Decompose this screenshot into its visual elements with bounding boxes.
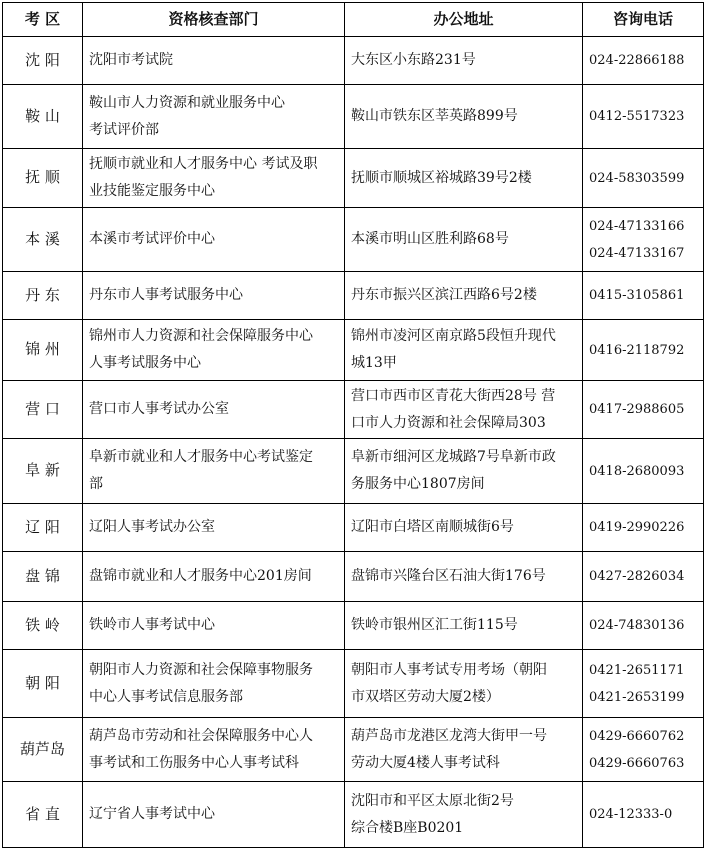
cell-dept-line: 部 [89, 476, 103, 492]
cell-dept-line: 铁岭市人事考试中心 [89, 617, 215, 633]
cell-area [3, 718, 83, 782]
cell-dept-line: 中心人事考试信息服务部 [89, 688, 243, 705]
cell-area [3, 602, 83, 650]
cell-phone [583, 650, 704, 718]
cell-area [3, 272, 83, 320]
cell-dept-line: 人事考试服务中心 [89, 355, 201, 371]
cell-dept [83, 37, 345, 85]
cell-address [345, 37, 583, 85]
cell-address [345, 552, 583, 602]
cell-address [345, 320, 583, 381]
cell-dept [83, 650, 345, 718]
cell-phone-line: 0415-3105861 [589, 288, 685, 303]
cell-phone-line: 0417-2988605 [589, 402, 685, 417]
cell-address-line: 抚顺市顺城区裕城路39号2楼 [351, 169, 532, 186]
area-label: 沈 阳 [25, 50, 60, 69]
table-row [3, 650, 704, 718]
cell-dept-line: 锦州市人力资源和社会保障服务中心 [89, 328, 313, 344]
area-label: 丹 东 [25, 285, 60, 304]
table-row [3, 272, 704, 320]
cell-phone-line: 0421-2651171 [589, 662, 685, 678]
header-area: 考 区 [3, 3, 83, 37]
cell-dept [83, 439, 345, 504]
cell-address-line: 辽阳市白塔区南顺城街6号 [351, 519, 514, 535]
cell-address-line: 盘锦市兴隆台区石油大街176号 [351, 568, 546, 584]
table-row [3, 381, 704, 439]
cell-phone [583, 552, 704, 602]
area-label: 鞍 山 [25, 106, 60, 125]
cell-area [3, 504, 83, 552]
cell-address [345, 272, 583, 320]
cell-dept-line: 葫芦岛市劳动和社会保障服务中心人 [89, 727, 313, 744]
cell-address-line: 阜新市细河区龙城路7号阜新市政 [351, 449, 556, 465]
cell-address [345, 85, 583, 149]
cell-address-line: 本溪市明山区胜利路68号 [351, 231, 509, 247]
cell-dept [83, 782, 345, 848]
cell-address-line: 营口市西市区青花大街西28号 营 [351, 387, 556, 404]
cell-phone-line: 0419-2990226 [589, 520, 685, 535]
area-label: 辽 阳 [25, 517, 60, 536]
cell-dept [83, 552, 345, 602]
cell-area [3, 149, 83, 208]
cell-address [345, 782, 583, 848]
cell-area [3, 37, 83, 85]
table-row [3, 718, 704, 782]
cell-dept-line: 丹东市人事考试服务中心 [89, 287, 243, 303]
cell-dept-line: 盘锦市就业和人才服务中心201房间 [89, 568, 312, 584]
cell-phone [583, 320, 704, 381]
cell-address [345, 602, 583, 650]
cell-phone-line: 024-47133166 [589, 218, 685, 234]
cell-phone [583, 85, 704, 149]
header-row [3, 3, 704, 37]
cell-phone [583, 381, 704, 439]
table-row [3, 439, 704, 504]
cell-dept-line: 考试评价部 [89, 121, 159, 138]
cell-phone-line: 0429-6660762 [589, 728, 685, 744]
cell-dept-line: 阜新市就业和人才服务中心考试鉴定 [89, 449, 313, 465]
cell-address [345, 504, 583, 552]
cell-phone [583, 782, 704, 848]
header-dept: 资格核查部门 [83, 3, 345, 37]
cell-dept-line: 本溪市考试评价中心 [89, 231, 215, 247]
cell-address [345, 381, 583, 439]
cell-address-line: 市双塔区劳动大厦2楼） [351, 688, 500, 705]
cell-phone-line: 024-58303599 [589, 170, 685, 186]
cell-address-line: 劳动大厦4楼人事考试科 [351, 754, 500, 771]
cell-dept [83, 272, 345, 320]
cell-address [345, 208, 583, 272]
area-label: 阜 新 [25, 461, 60, 479]
cell-dept-line: 营口市人事考试办公室 [89, 401, 229, 417]
cell-area [3, 439, 83, 504]
cell-address-line: 锦州市凌河区南京路5段恒升现代 [351, 328, 556, 344]
cell-area [3, 381, 83, 439]
cell-phone [583, 208, 704, 272]
cell-address-line: 丹东市振兴区滨江西路6号2楼 [351, 287, 537, 303]
cell-dept-line: 辽宁省人事考试中心 [89, 806, 215, 822]
cell-area [3, 552, 83, 602]
cell-dept [83, 602, 345, 650]
area-label: 锦 州 [25, 340, 60, 358]
table-row [3, 782, 704, 848]
table-body [3, 37, 704, 848]
cell-address-line: 城13甲 [351, 355, 397, 371]
cell-address [345, 149, 583, 208]
cell-area [3, 208, 83, 272]
cell-phone-line: 024-22866188 [589, 53, 685, 68]
cell-area [3, 85, 83, 149]
cell-address-line: 葫芦岛市龙港区龙湾大街甲一号 [351, 727, 547, 744]
cell-phone [583, 504, 704, 552]
area-label: 省 直 [25, 804, 60, 823]
cell-phone [583, 37, 704, 85]
cell-dept-line: 抚顺市就业和人才服务中心 考试及职 [89, 156, 318, 172]
table-row [3, 602, 704, 650]
cell-dept [83, 718, 345, 782]
cell-dept-line: 鞍山市人力资源和就业服务中心 [89, 94, 285, 111]
cell-address-line: 朝阳市人事考试专用考场（朝阳 [351, 661, 547, 678]
cell-dept-line: 事考试和工伤服务中心人事考试科 [89, 754, 299, 771]
area-label: 铁 岭 [25, 615, 60, 634]
cell-phone [583, 272, 704, 320]
area-label: 本 溪 [25, 229, 60, 248]
cell-dept [83, 149, 345, 208]
cell-address [345, 650, 583, 718]
cell-phone-line: 024-47133167 [589, 245, 685, 261]
cell-area [3, 782, 83, 848]
cell-phone-line: 0427-2826034 [589, 569, 685, 584]
table-row [3, 552, 704, 602]
table-row [3, 320, 704, 381]
cell-phone-line: 0418-2680093 [589, 463, 685, 479]
table-row [3, 37, 704, 85]
cell-phone-line: 024-74830136 [589, 618, 685, 633]
header-phone: 咨询电话 [583, 3, 704, 37]
cell-phone-line: 0416-2118792 [589, 342, 685, 358]
cell-phone-line: 024-12333-0 [589, 807, 673, 822]
contact-table [2, 2, 704, 848]
cell-phone [583, 718, 704, 782]
cell-phone-line: 0421-2653199 [589, 689, 685, 705]
cell-address-line: 铁岭市银州区汇工街115号 [351, 617, 518, 633]
cell-dept [83, 320, 345, 381]
table-row [3, 149, 704, 208]
cell-address-line: 鞍山市铁东区莘英路899号 [351, 108, 518, 124]
cell-phone [583, 602, 704, 650]
cell-dept-line: 业技能鉴定服务中心 [89, 183, 215, 199]
cell-address [345, 439, 583, 504]
cell-address-line: 务服务中心1807房间 [351, 476, 485, 492]
cell-phone-line: 0412-5517323 [589, 109, 685, 124]
area-label: 朝 阳 [25, 673, 60, 692]
cell-dept-line: 辽阳人事考试办公室 [89, 519, 215, 535]
cell-phone [583, 439, 704, 504]
cell-dept-line: 沈阳市考试院 [89, 52, 173, 68]
table-row [3, 85, 704, 149]
header-address: 办公地址 [345, 3, 583, 37]
cell-phone [583, 149, 704, 208]
cell-phone-line: 0429-6660763 [589, 755, 685, 771]
cell-area [3, 320, 83, 381]
table-row [3, 208, 704, 272]
cell-dept [83, 504, 345, 552]
cell-address [345, 718, 583, 782]
area-label: 盘 锦 [25, 566, 60, 585]
cell-dept [83, 381, 345, 439]
area-label: 葫芦岛 [19, 739, 65, 758]
cell-address-line: 大东区小东路231号 [351, 52, 476, 68]
cell-address-line: 综合楼B座B0201 [351, 819, 464, 836]
table-row [3, 504, 704, 552]
area-label: 营 口 [25, 399, 60, 418]
cell-dept [83, 208, 345, 272]
area-label: 抚 顺 [25, 168, 60, 186]
cell-dept-line: 朝阳市人力资源和社会保障事物服务 [89, 661, 313, 678]
cell-area [3, 650, 83, 718]
cell-address-line: 口市人力资源和社会保障局303 [351, 414, 546, 431]
cell-address-line: 沈阳市和平区太原北街2号 [351, 792, 514, 809]
cell-dept [83, 85, 345, 149]
